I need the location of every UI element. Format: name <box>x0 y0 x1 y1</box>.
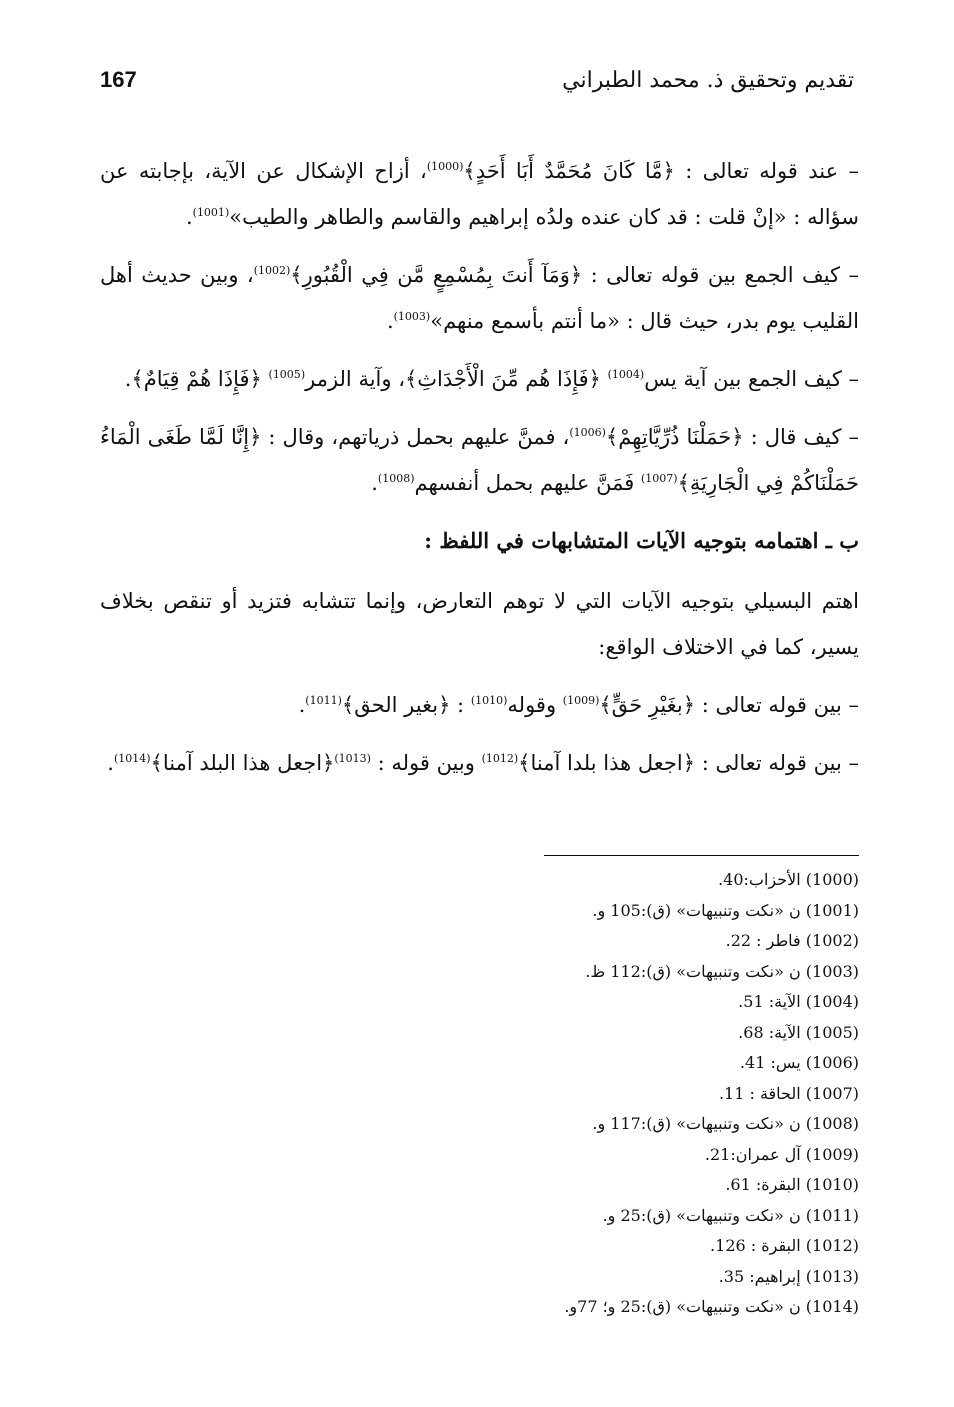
footnote-ref[interactable]: (1005) <box>268 368 306 381</box>
footnote-item: (1012) البقرة : 126. <box>710 1236 859 1255</box>
paragraph-3: – كيف الجمع بين آية يس$^{(1004)}$ ﴿فَإِذَا هُم مِّنَ الْأَجْدَاثِ﴾، وآية الزمر$^{(1005)}$ ﴿فَإِذَا هُمْ قِيَامٌ﴾. <box>124 367 859 391</box>
footnote-item: (1011) ن «نكت وتنبيهات» (ق):25 و. <box>602 1205 859 1225</box>
footnote-item: (1014) ن «نكت وتنبيهات» (ق):25 و؛ 77و. <box>564 1297 859 1316</box>
footnote-item: (1013) إبراهيم: 35. <box>718 1266 859 1286</box>
section-heading: ب ـ اهتمامه بتوجيه الآيات المتشابهات في اللفظ : <box>424 528 859 553</box>
main-text <box>100 148 859 798</box>
running-header <box>100 60 854 100</box>
footnote-item: (1004) الآية: 51. <box>738 992 859 1011</box>
footnote-ref[interactable]: (1004) <box>607 368 645 381</box>
footnotes-list <box>159 865 859 1323</box>
footnote-ref[interactable]: (1012) <box>481 752 519 765</box>
running-title: تقديم وتحقيق ذ. محمد الطبراني <box>562 67 854 93</box>
footnote-ref[interactable]: (1013) <box>334 752 371 765</box>
footnote-ref[interactable]: (1011) <box>305 694 342 707</box>
footnote-item: (1010) البقرة: 61. <box>725 1175 859 1194</box>
footnote-item: (1002) فاطر : 22. <box>725 931 859 950</box>
footnote-ref[interactable]: (1001) <box>192 206 230 219</box>
footnote-ref[interactable]: (1009) <box>562 694 600 707</box>
page-number: 167 <box>100 67 137 92</box>
footnote-item: (1008) ن «نكت وتنبيهات» (ق):117 و. <box>592 1114 859 1133</box>
footnote-item: (1005) الآية: 68. <box>738 1022 859 1042</box>
paragraph-1: – عند قوله تعالى : ﴿مَّا كَانَ مُحَمَّدٌ أَبَا أَحَدٍ﴾$^{(1000)}$، أزاح الإشكال عن الآية، بإجابته عن سؤاله : «إنْ قلت : قد كان عنده ولدُه إبراهيم والقاسم والطاهر والطيب»$^{(1001)}$. <box>100 159 859 229</box>
paragraph-2: – كيف الجمع بين قوله تعالى : ﴿وَمَآ أَنتَ بِمُسْمِعٍ مَّن فِي الْقُبُورِ﴾$^{(1002)}$، وبين حديث أهل القليب يوم بدر، حيث قال : «ما أنتم بأسمع منهم»$^{(1003)}$. <box>100 263 859 333</box>
footnote-ref[interactable]: (1010) <box>470 694 508 707</box>
footnote-ref[interactable]: (1007) <box>640 472 678 485</box>
footnote-item: (1003) ن «نكت وتنبيهات» (ق):112 ظ. <box>585 961 859 981</box>
footnote-ref[interactable]: (1003) <box>393 310 431 323</box>
footnote-item: (1000) الأحزاب:40. <box>718 870 859 889</box>
footnote-ref[interactable]: (1008) <box>377 472 415 485</box>
paragraph-4: – كيف قال : ﴿حَمَلْنَا ذُرِّيَّاتِهِمْ﴾$^{(1006)}$، فمنَّ عليهم بحمل ذرياتهم، وقال : ﴿إِنَّا لَمَّا طَغَى الْمَاءُ حَمَلْنَاكُمْ فِي الْجَارِيَةِ﴾$^{(1007)}$ فَمَنَّ عليهم بحمل أنفسهم$^{(1008)}$. <box>100 425 860 495</box>
footnote-item: (1001) ن «نكت وتنبيهات» (ق):105 و. <box>592 900 859 920</box>
footnote-item: (1007) الحاقة : 11. <box>718 1083 859 1103</box>
footnote-item: (1009) آل عمران:21. <box>704 1144 859 1164</box>
footnote-ref[interactable]: (1014) <box>113 752 151 765</box>
footnote-item: (1006) يس: 41. <box>739 1053 859 1072</box>
footnote-divider <box>544 855 859 856</box>
footnote-ref[interactable]: (1000) <box>426 160 464 173</box>
section-intro: اهتم البسيلي بتوجيه الآيات التي لا توهم التعارض، وإنما تتشابه فتزيد أو تنقص بخلاف يسير، كما في الاختلاف الواقع: <box>100 589 859 659</box>
footnote-ref[interactable]: (1002) <box>253 264 291 277</box>
section-item-2: – بين قوله تعالى : ﴿اجعل هذا بلدا آمنا﴾$^{(1012)}$ وبين قوله : $^{(1013)}$﴿اجعل هذا البلد آمنا﴾$^{(1014)}$. <box>107 751 859 775</box>
section-item-1: – بين قوله تعالى : ﴿بغَيْرِ حَقٍّ﴾$^{(1009)}$ وقوله$^{(1010)}$ : ﴿بغير الحق﴾$^{(1011)}$. <box>298 693 859 717</box>
footnote-ref[interactable]: (1006) <box>569 426 606 439</box>
